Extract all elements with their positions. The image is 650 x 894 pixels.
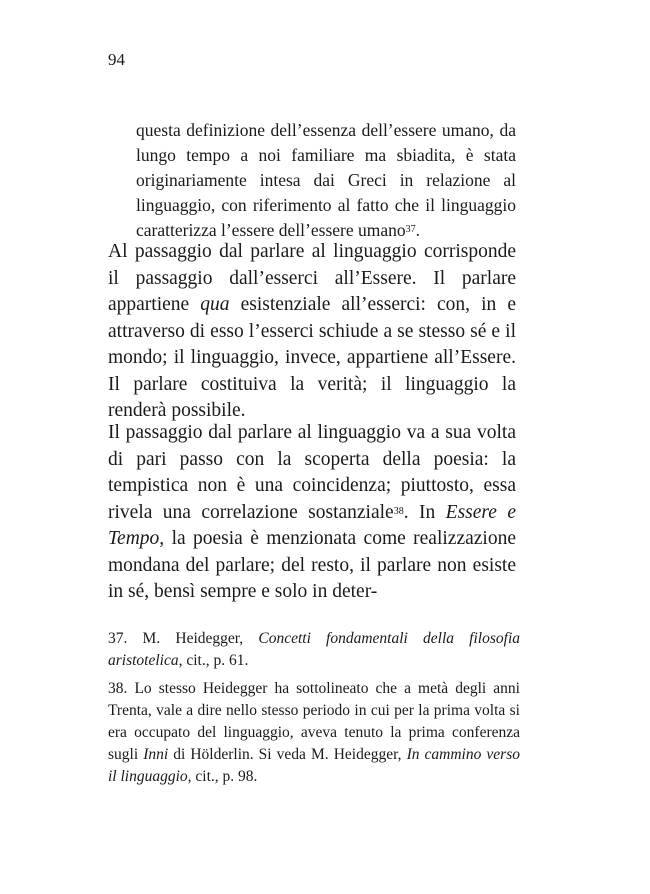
paragraph-text: Al passaggio dal parlare al linguaggio corrisponde il passaggio dall’esserci all’Essere. Il parlare appartiene — [108, 241, 516, 315]
footnote-text: 37. M. Heidegger, — [108, 630, 259, 647]
emphasis-text: qua — [200, 294, 230, 315]
book-title: Essere e Tempo, — [108, 501, 516, 549]
footnote-38 — [108, 678, 520, 788]
footnote-ref-38: 38 — [393, 505, 404, 517]
footnote-text: , cit., p. 98. — [187, 768, 258, 785]
quote-text: questa definizione dell’essenza dell’essere umano, da lungo tempo a noi familiare ma sbiadita, è stata originariamente intesa dai Greci in relazione al linguaggio, con riferimento al fatto che il linguaggio caratterizza l’essere dell’essere umano — [136, 120, 516, 240]
paragraph-text: la poesia è menzionata come realizzazione mondana del parlare; del resto, il parlare non esiste in sé, bensì sempre e solo in deter- — [108, 528, 516, 602]
page-number: 94 — [108, 50, 125, 69]
footnote-37 — [108, 628, 520, 672]
footnote-book-title: Concetti fondamentali della filosofia aristotelica — [108, 630, 520, 669]
footnote-text: 38. Lo stesso Heidegger ha sottolineato che a metà degli anni Trenta, vale a dire nello stesso periodo in cui per la prima volta si era occupato del linguaggio, aveva tenuto la prima conferenza sugli — [108, 680, 520, 763]
body-paragraph-2 — [108, 420, 516, 606]
footnote-text: , cit., p. 61. — [178, 652, 249, 669]
footnote-text: di Hölderlin. Si veda M. Heidegger, — [168, 746, 407, 763]
footnote-book-title: Inni — [143, 746, 169, 763]
footnote-ref-37: 37 — [405, 224, 416, 235]
paragraph-text: . In — [403, 501, 446, 523]
body-paragraph-1 — [108, 239, 516, 425]
block-quote: questa definizione dell’essenza dell’essere umano, da lungo tempo a noi familiare ma sbiadita, è stata originariamente intesa dai Greci in relazione al linguaggio, con riferimento al fatto che il linguaggio caratterizza l’essere dell’essere umano$^{37}$. — [136, 120, 516, 240]
paragraph-text: Il passaggio dal parlare al linguaggio va a sua volta di pari passo con la scoperta della poesia: la tempistica non è una coincidenza; piuttosto, essa rivela una correlazione sostanziale — [108, 422, 516, 523]
footnotes — [108, 628, 520, 794]
footnote-book-title: In cammino verso il linguaggio — [108, 746, 520, 785]
paragraph-text: esistenziale all’esserci: con, in e attraverso di esso l’esserci schiude a se stesso sé e il mondo; il linguaggio, invece, appartiene all’Essere. Il parlare costituiva la verità; il linguaggio la renderà possibile. — [108, 294, 516, 421]
